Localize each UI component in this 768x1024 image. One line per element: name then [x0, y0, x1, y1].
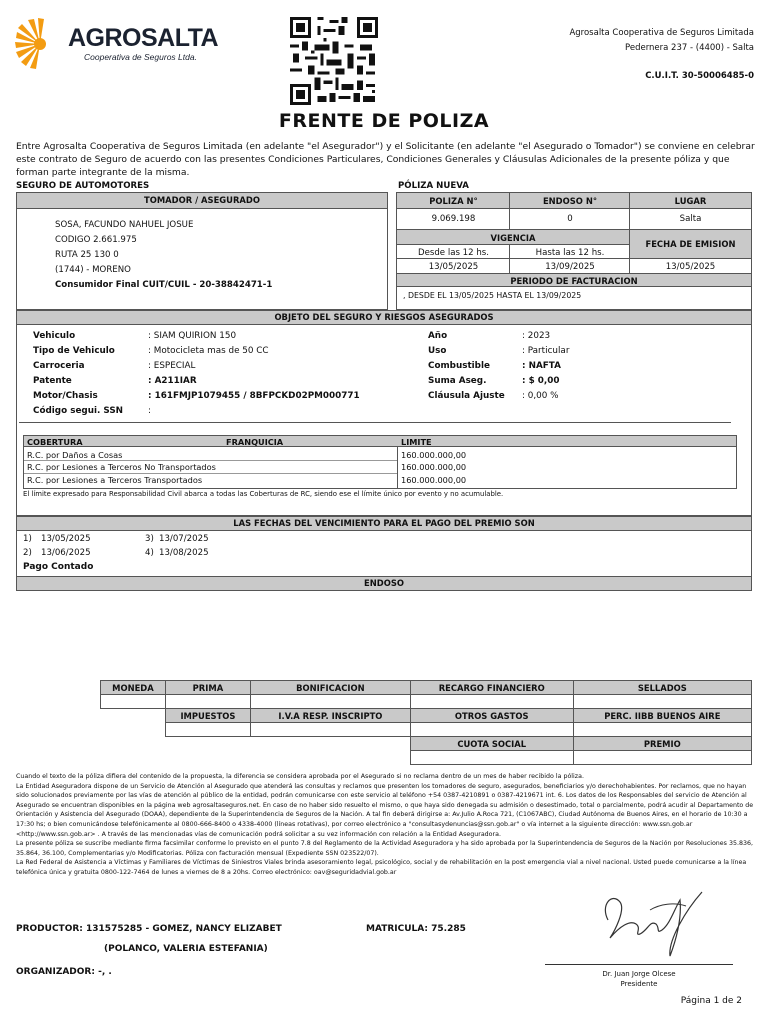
patente-value: : A211IAR	[148, 376, 197, 386]
tipo-vehiculo-value: : Motocicleta mas de 50 CC	[148, 346, 269, 356]
clausula-ajuste-label: Cláusula Ajuste	[428, 391, 505, 401]
signer-title: Presidente	[620, 980, 658, 988]
cobertura-header: COBERTURA	[27, 437, 83, 447]
motor-chasis-value: : 161FMJP1079455 / 8BFPCKD02PM000771	[148, 391, 360, 401]
venc-num: 3)	[145, 534, 154, 544]
combustible-label: Combustible	[428, 361, 490, 371]
cobertura-row: R.C. por Daños a Cosas	[27, 450, 123, 460]
qr-code-icon	[289, 17, 379, 105]
coberturas-table	[23, 435, 737, 489]
agrosalta-logo-icon	[14, 18, 66, 70]
vencimientos-header: LAS FECHAS DEL VENCIMIENTO PARA EL PAGO DEL PREMIO SON	[17, 517, 751, 531]
recargo-header: RECARGO FINANCIERO	[410, 681, 573, 695]
endoso-header: ENDOSO	[17, 576, 751, 590]
vehiculo-label: Vehiculo	[33, 331, 76, 341]
suma-aseg-label: Suma Aseg.	[428, 376, 487, 386]
franquicia-header: FRANQUICIA	[226, 437, 284, 447]
codigo-ssn-value: :	[148, 406, 151, 416]
endoso-no-value: 0	[567, 214, 573, 224]
motor-chasis-label: Motor/Chasis	[33, 391, 98, 401]
limite-row: 160.000.000,00	[401, 475, 467, 485]
tomador-line: CODIGO 2.661.975	[55, 235, 137, 245]
periodo-value: , DESDE EL 13/05/2025 HASTA EL 13/09/2025	[403, 291, 582, 300]
poliza-box	[396, 192, 752, 310]
bonificacion-header: BONIFICACION	[251, 681, 411, 695]
vencimientos-box	[16, 516, 752, 591]
tipo-vehiculo-label: Tipo de Vehiculo	[33, 346, 115, 356]
anio-label: Año	[428, 331, 448, 341]
objeto-box	[16, 310, 752, 516]
tomador-line: SOSA, FACUNDO NAHUEL JOSUE	[55, 220, 194, 230]
clausula-ajuste-value: : 0,00 %	[522, 391, 559, 401]
brand-subtitle: Cooperativa de Seguros Ltda.	[84, 52, 197, 62]
venc-num: 1)	[23, 534, 32, 544]
impuestos-header: IMPUESTOS	[165, 709, 250, 723]
page-number: Página 1 de 2	[680, 996, 742, 1006]
moneda-header: MONEDA	[101, 681, 166, 695]
perc-iibb-header: PERC. IIBB BUENOS AIRE	[573, 709, 751, 723]
vigencia-header: VIGENCIA	[490, 233, 536, 243]
limite-header: LIMITE	[401, 437, 432, 447]
premio-header: PREMIO	[573, 737, 751, 751]
organizador-line: ORGANIZADOR: -, .	[16, 967, 112, 977]
matricula-line: MATRICULA: 75.285	[366, 924, 466, 934]
hasta-header: Hasta las 12 hs.	[535, 248, 605, 258]
productor-secondary: (POLANCO, VALERIA ESTEFANIA)	[104, 944, 268, 954]
objeto-header: OBJETO DEL SEGURO Y RIESGOS ASEGURADOS	[17, 311, 751, 325]
iva-header: I.V.A RESP. INSCRIPTO	[251, 709, 411, 723]
lugar-value: Salta	[679, 214, 702, 224]
venc-num: 4)	[145, 548, 154, 558]
limite-row: 160.000.000,00	[401, 462, 467, 472]
hasta-value: 13/09/2025	[545, 262, 595, 272]
anio-value: : 2023	[522, 331, 551, 341]
signer-name: Dr. Juan Jorge Olcese	[602, 970, 676, 978]
suma-aseg-value: : $ 0,00	[522, 376, 560, 386]
tomador-details	[55, 218, 272, 293]
uso-label: Uso	[428, 346, 447, 356]
company-name: Agrosalta Cooperativa de Seguros Limitada	[569, 28, 754, 38]
sellados-header: SELLADOS	[573, 681, 751, 695]
venc-date: 13/07/2025	[159, 534, 209, 544]
poliza-no-value: 9.069.198	[431, 214, 476, 224]
cobertura-row: R.C. por Lesiones a Terceros No Transportados	[27, 462, 216, 472]
legal-text	[16, 772, 761, 878]
tomador-box	[16, 192, 388, 310]
desde-header: Desde las 12 hs.	[417, 248, 490, 258]
legal-paragraph: La Entidad Aseguradora dispone de un Servicio de Atención al Asegurado que atenderá las consultas y reclamos que presenten los tomadores de seguro, asegurados, beneficiarios y/o derechohabientes. Por reclamos, que no hayan sido solucionados previamente por las vías de atención al público de la entidad, podrán comunicarse con este servicio al teléfono +54 0387-4210891 o 0387-4219671 int. 6. Los datos de los Responsables del servicio de Atención al Asegurado se encuentran disponibles en la página web agrosaltaseguros.net. En caso de no haber sido resuelto el mismo, o que haya sido denegada su admisión o desestimado, total o parcialmente, podrá acudir al Departamento de Orientación y Asistencia del Asegurado (DOAA), dependiente de la Superintendencia de Seguros de la Nación. A tal fin deberá dirigirse a: Av.Julio A.Roca 721, (C1067ABC), Ciudad Autónoma de Buenos Aires, en el horario de 10:30 a 17:30 hs; o bien comunicándose telefónicamente al 0800-666-8400 o 4338-4000 (líneas rotativas), por correo electrónico a "consultasydenuncias@ssn.gob.ar" o vía internet a la siguiente dirección: www.ssn.gob.ar <http://www.ssn.gob.ar> . A través de las mencionadas vías de comunicación podrá solicitar a su vez información con relación a la Entidad Aseguradora.	[16, 782, 754, 838]
prima-header: PRIMA	[165, 681, 250, 695]
fecha-emision-value: 13/05/2025	[665, 262, 716, 272]
endoso-no-header: ENDOSO N°	[542, 196, 598, 206]
pago-contado: Pago Contado	[23, 562, 94, 572]
tomador-header: TOMADOR / ASEGURADO	[17, 193, 387, 209]
legal-paragraph: Cuando el texto de la póliza difiera del contenido de la propuesta, la diferencia se considera aprobada por el Asegurado si no reclama dentro de un mes de haber recibido la póliza.	[16, 773, 584, 780]
uso-value: : Particular	[522, 346, 570, 356]
totales-table	[100, 680, 752, 765]
periodo-header: PERIODO DE FACTURACION	[510, 276, 638, 286]
legal-paragraph: La presente póliza se suscribe mediante firma facsimilar conforme lo previsto en el punto 7.8 del Reglamento de la Actividad Aseguradora y ha sido aprobada por la Superintendencia de Seguros de la Nación por Resoluciones 35.836, 35.864, 36.100, Complementarias y/o Modificatorias. Póliza con facturación mensual (Expediente SSN 023522/07).	[16, 840, 753, 857]
section-poliza-label: PÓLIZA NUEVA	[398, 181, 469, 191]
codigo-ssn-label: Código segui. SSN	[33, 406, 124, 416]
tomador-line: Consumidor Final CUIT/CUIL - 20-38842471-1	[55, 280, 273, 290]
venc-num: 2)	[23, 548, 32, 558]
poliza-no-header: POLIZA N°	[429, 196, 478, 206]
carroceria-value: : ESPECIAL	[148, 361, 196, 371]
vehiculo-value: : SIAM QUIRION 150	[148, 331, 237, 341]
patente-label: Patente	[33, 376, 72, 386]
brand-name: AGROSALTA	[68, 24, 219, 52]
venc-date: 13/05/2025	[41, 534, 91, 544]
cobertura-row: R.C. por Lesiones a Terceros Transportados	[27, 475, 203, 485]
document-title: FRENTE DE POLIZA	[278, 110, 490, 132]
otros-gastos-header: OTROS GASTOS	[410, 709, 573, 723]
tomador-line: (1744) - MORENO	[55, 265, 131, 275]
coberturas-note: El límite expresado para Responsabilidad Civil abarca a todas las Coberturas de RC, siendo ese el límite único por evento y no acumulable.	[23, 490, 504, 498]
cuota-social-header: CUOTA SOCIAL	[410, 737, 573, 751]
limite-row: 160.000.000,00	[401, 450, 467, 460]
signature-icon	[590, 880, 710, 962]
venc-date: 13/08/2025	[159, 548, 209, 558]
legal-paragraph: La Red Federal de Asistencia a Víctimas y Familiares de Víctimas de Siniestros Viales brinda asesoramiento legal, psicológico, social y de rehabilitación en la post emergencia vial a nivel nacional. Usted puede comunicarse a la línea telefónica única y gratuita 0800-122-7464 de lunes a viernes de 8 a 20hs. Correo electrónico: oav@seguridadvial.gob.ar	[16, 859, 747, 876]
tomador-line: RUTA 25 130 0	[55, 250, 119, 260]
company-cuit: C.U.I.T. 30-50006485-0	[645, 71, 754, 81]
venc-date: 13/06/2025	[41, 548, 91, 558]
productor-line: PRODUCTOR: 131575285 - GOMEZ, NANCY ELIZABET	[16, 924, 282, 934]
fecha-emision-header: FECHA DE EMISION	[645, 239, 736, 249]
intro-paragraph: Entre Agrosalta Cooperativa de Seguros Limitada (en adelante "el Asegurador") y el Solicitante (en adelante "el Asegurado o Tomador") se conviene en celebrar este contrato de Seguro de acuerdo con las presentes Condiciones Particulares, Condiciones Generales y Cláusulas Adicionales de la presente póliza y que forman parte integrante de la misma.	[16, 141, 755, 178]
lugar-header: LUGAR	[674, 196, 707, 206]
carroceria-label: Carroceria	[33, 361, 85, 371]
combustible-value: : NAFTA	[522, 361, 561, 371]
section-seguro-label: SEGURO DE AUTOMOTORES	[16, 181, 150, 191]
desde-value: 13/05/2025	[428, 262, 479, 272]
company-address: Pedernera 237 - (4400) - Salta	[625, 43, 754, 53]
